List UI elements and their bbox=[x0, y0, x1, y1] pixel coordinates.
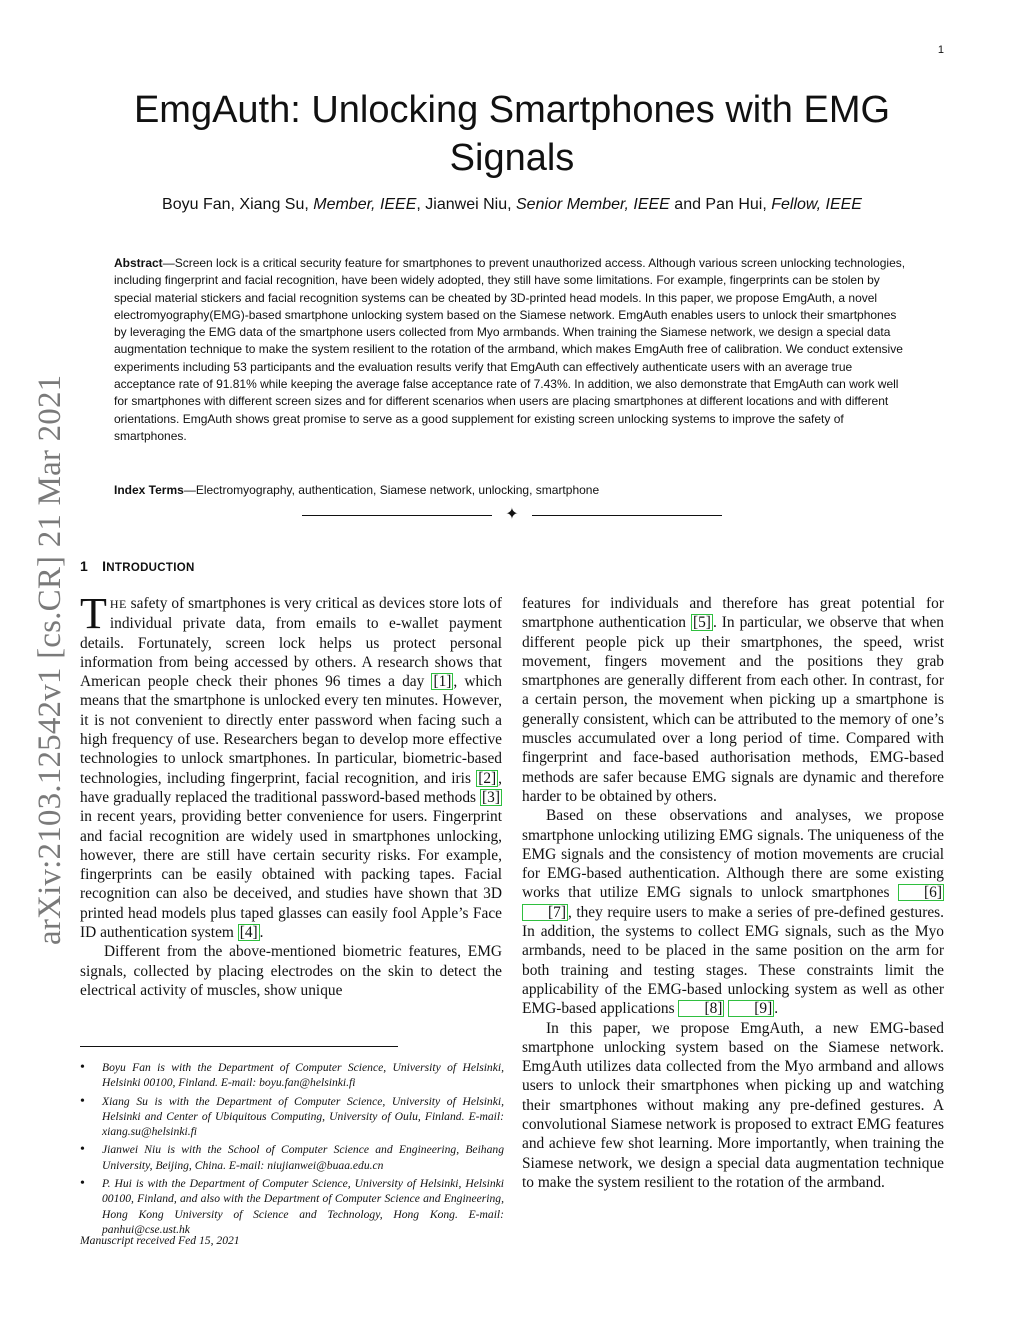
text-run: safety of smartphones is very critical as devices store lots of individual private data, from emails to e-wallet payment details. Fortunately, screen lock helps us protect personal information from being accessed by others. A research shows that American people check their phones 96 times a day bbox=[80, 595, 502, 691]
paragraph: Different from the above-mentioned biometric features, EMG signals, collected by placing electrodes on the skin to detect the electrical activity of muscles, show unique bbox=[80, 943, 502, 999]
citation-link[interactable]: [7] bbox=[522, 904, 568, 921]
paragraph bbox=[80, 589, 502, 942]
footnote-rule bbox=[80, 1046, 398, 1047]
citation-link[interactable]: [5] bbox=[692, 614, 711, 632]
text-run: . bbox=[774, 1000, 779, 1018]
paragraph: In this paper, we propose EmgAuth, a new EMG-based smartphone unlocking system based on the Siamese network. EmgAuth utilizes data collected from the Myo armband and allows users to unlock their smartphones when picking up and watching their smartphones without making any pre-defined gestures. A convolutional Siamese network is proposed to extract EMG features and achieve few shot learning. More importantly, when training the Siamese network, we design a special data augmentation technique to make the system resilient to the rotation of the armband. bbox=[522, 1019, 944, 1191]
separator-star-icon: ✦ bbox=[505, 506, 519, 523]
section-title-rest: NTRODUCTION bbox=[106, 562, 195, 574]
section-title-initial: I bbox=[102, 558, 107, 574]
paper-title bbox=[80, 86, 944, 182]
title-block bbox=[80, 86, 944, 216]
paragraph bbox=[522, 594, 944, 806]
footnote-item: • Xiang Su is with the Department of Computer Science, University of Helsinki, Helsinki and Center of Ubiquitous Computing, University of Oulu, Finland. E-mail: xiang.su@helsinki.fi bbox=[80, 1094, 504, 1140]
abstract-text: —Screen lock is a critical security feature for smartphones to prevent unauthorized access. Although various screen unlocking technologies, including fingerprint and facial recognition, have been widely adopted, they still have some limitations. For example, fingerprints can be stolen by special material stickers and facial recognition systems can be cheated by 3D-printed head models. In this paper, we propose EmgAuth, a novel electromyography(EMG)-based smartphone unlocking system based on the Siamese network. EmgAuth enables users to unlock their smartphones by leveraging the EMG data of the smartphone users collected from Myo armbands. When training the Siamese network, we design a special data augmentation technique to make the system resilient to the rotation of the armband, which makes EmgAuth free of calibration. We conduct extensive experiments including 53 participants and the evaluation results verify that EmgAuth can effectively authenticate users with an average true acceptance rate of 91.81% while keeping the average false acceptance rate of 7.43%. In addition, we also demonstrate that EmgAuth can work well for smartphones with different screen sizes and for different scenarios when users are placing smartphones at different locations and with different orientations. EmgAuth shows great promise to serve as a good supplement for existing screen unlocking systems to improve the safety of smartphones. bbox=[114, 256, 906, 443]
index-terms-label: Index Terms bbox=[114, 483, 184, 497]
paragraph bbox=[522, 806, 944, 1018]
left-column bbox=[80, 589, 502, 1000]
citation-link[interactable]: [9] bbox=[728, 1000, 774, 1017]
paper-title-line-1: EmgAuth: Unlocking Smartphones with EMG bbox=[133, 89, 891, 131]
author-list bbox=[80, 194, 944, 216]
citation-link[interactable]: [3] bbox=[482, 788, 500, 806]
author-names-1: Boyu Fan, Xiang Su, bbox=[162, 196, 314, 213]
index-terms-text: —Electromyography, authentication, Siamese network, unlocking, smartphone bbox=[183, 483, 600, 497]
footnote-item: • Boyu Fan is with the Department of Computer Science, University of Helsinki, Helsinki 00100, Finland. E-mail: boyu.fan@helsinki.fi bbox=[80, 1060, 504, 1091]
citation-link[interactable]: [6] bbox=[898, 884, 944, 901]
text-run: , they require users to make a series of pre-defined gestures. In addition, the systems to collect EMG signals, such as the Myo armbands, need to be placed in the same position on the arm for both training and testing stages. These constraints limit the applicability of the EMG-based unlocking system as well as other EMG-based applications bbox=[522, 903, 944, 1018]
text-run: features for individuals and therefore has great potential for smartphone authentication bbox=[522, 595, 944, 632]
section-number: 1 bbox=[80, 558, 89, 574]
citation-link[interactable]: [1] bbox=[433, 673, 452, 691]
text-run: Based on these observations and analyses, we propose smartphone unlocking utilizing EMG signals. The uniqueness of the EMG signals and the consistency of motion movements are crucial for EMG-based authentication. Although there are some existing works that utilize EMG signals to unlock smartphones bbox=[522, 807, 944, 902]
text-run: in recent years, providing better convenience for users. Fingerprint and facial recognition are widely used in smartphones unlocking, however, there are still have certain security risks. For example, fingerprints can be easily obtained with packing tapes. Facial recognition can also be deceived, and studies have shown that 3D printed head models plus taped glasses can easily fool Apple’s Face ID authentication system bbox=[80, 808, 502, 942]
footnote-item: • Jianwei Niu is with the School of Computer Science and Engineering, Beihang University, Beijing, China. E-mail: niujianwei@buaa.edu.cn bbox=[80, 1142, 504, 1173]
text-run: . bbox=[259, 924, 264, 942]
citation-link[interactable]: [4] bbox=[239, 924, 258, 942]
right-column bbox=[522, 594, 944, 1192]
footnote-item: • P. Hui is with the Department of Computer Science, University of Helsinki, Helsinki 00100, Finland, and also with the Department of Computer Science and Engineering, Hong Kong University of Science and Technology, Hong Kong. E-mail: panhui@cse.ust.hk bbox=[80, 1176, 504, 1237]
abstract bbox=[114, 255, 910, 445]
author-names-3: and Pan Hui, bbox=[669, 196, 772, 213]
citation-link[interactable]: [8] bbox=[678, 1000, 724, 1017]
arxiv-identifier[interactable]: arXiv:2103.12542v1 [cs.CR] 21 Mar 2021 bbox=[32, 374, 68, 945]
small-caps-word: HE bbox=[109, 597, 127, 611]
drop-cap: T bbox=[80, 589, 107, 638]
separator-line-right bbox=[532, 515, 722, 516]
author-role-3: Fellow, IEEE bbox=[771, 196, 862, 213]
manuscript-note: Manuscript received Fed 15, 2021 bbox=[80, 1234, 240, 1247]
citation-link[interactable]: [2] bbox=[478, 769, 497, 787]
section-heading bbox=[80, 558, 195, 574]
paper-title-line-2: Signals bbox=[449, 137, 575, 179]
page-number: 1 bbox=[937, 44, 944, 56]
section-separator bbox=[302, 507, 722, 525]
author-role-1: Member, IEEE bbox=[313, 196, 417, 213]
separator-line-left bbox=[302, 515, 492, 516]
index-terms bbox=[114, 482, 910, 499]
footnotes bbox=[80, 1060, 504, 1240]
abstract-label: Abstract bbox=[114, 256, 163, 270]
author-names-2: , Jianwei Niu, bbox=[416, 196, 516, 213]
text-run: , have gradually replaced the traditional password-based methods bbox=[80, 769, 502, 806]
text-run: . In particular, we observe that when different people pick up their smartphones, the speed, wrist movement, fingers movement and the positions they grab smartphones are generally different from each other. In contrast, for a certain person, the movement when picking up a smartphone is generally consistent, which can be attributed to the memory of one’s muscles accumulated over a long period of time. Compared with fingerprint and face-based authorisation methods, EMG-based methods are safer because EMG signals are dynamic and therefore harder to be obtained by others. bbox=[522, 614, 944, 805]
author-role-2: Senior Member, IEEE bbox=[516, 196, 670, 213]
text-run: , which means that the smartphone is unlocked every ten minutes. However, it is not convenient to directly enter password when facing such a high frequency of use. Researchers began to develop more effective technologies to unlock smartphones. In particular, biometric-based technologies, including fingerprint, facial recognition, and iris bbox=[80, 673, 502, 787]
